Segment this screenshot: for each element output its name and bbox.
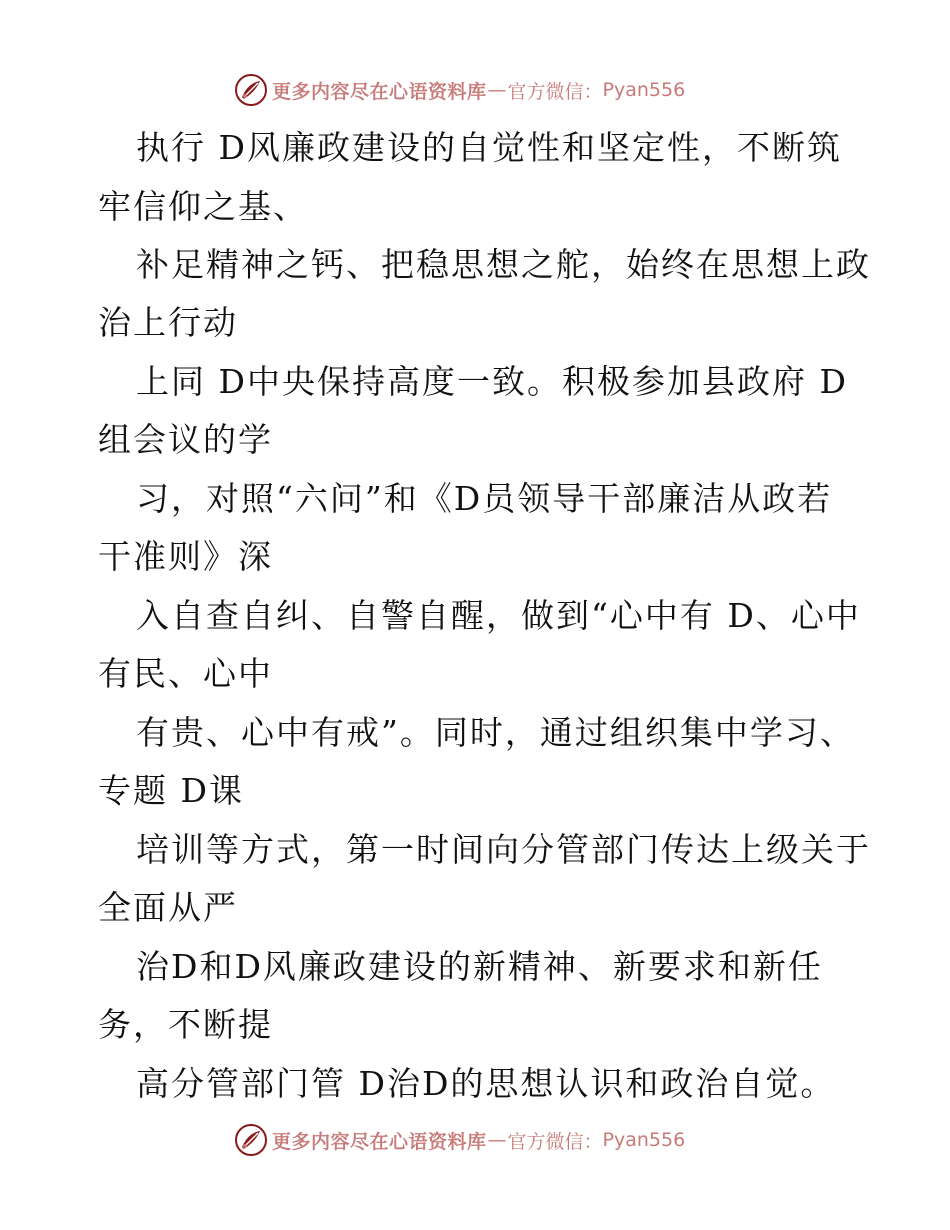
banner-wechat-id: Pyan556	[602, 1129, 686, 1151]
text-line: 高分管部门管 D治D的思想认识和政治自觉。	[136, 1064, 836, 1103]
text-line: 培训等方式，第一时间向分管部门传达上级关于	[136, 830, 871, 869]
banner-wechat-label: 官方微信：	[507, 1130, 603, 1153]
header-banner	[234, 72, 685, 108]
text-line: 务，不断提	[98, 1005, 273, 1044]
text-line: 有贵、心中有戒”。同时，通过组织集中学习、	[136, 713, 855, 752]
text-line: 治上行动	[98, 303, 238, 342]
text-line: 干准则》深	[98, 537, 273, 576]
text-line: 组会议的学	[98, 420, 273, 459]
banner-title: 更多内容尽在心语资料库	[272, 80, 487, 103]
banner-wechat-label: 官方微信：	[507, 80, 603, 103]
text-line: 补足精神之钙、把稳思想之舵，始终在思想上政	[136, 245, 871, 284]
pen-logo-icon	[234, 73, 268, 107]
banner-dash: —	[487, 79, 507, 101]
text-line: 牢信仰之基、	[98, 187, 308, 226]
pen-logo-icon	[234, 1123, 268, 1157]
banner-title: 更多内容尽在心语资料库	[272, 1130, 487, 1153]
text-line: 执行 D风廉政建设的自觉性和坚定性，不断筑	[136, 128, 842, 167]
text-line: 有民、心中	[98, 654, 273, 693]
footer-banner	[234, 1122, 685, 1158]
text-line: 专题 D课	[98, 771, 244, 810]
text-line: 全面从严	[98, 888, 238, 927]
text-line: 上同 D中央保持高度一致。积极参加县政府 D	[136, 362, 848, 401]
banner-dash: —	[487, 1129, 507, 1151]
banner-wechat-id: Pyan556	[602, 79, 686, 101]
text-line: 治D和D风廉政建设的新精神、新要求和新任	[136, 947, 823, 986]
text-line: 习，对照“六问”和《D员领导干部廉洁从政若	[136, 479, 833, 518]
text-line: 入自查自纠、自警自醒，做到“心中有 D、心中	[136, 596, 861, 635]
